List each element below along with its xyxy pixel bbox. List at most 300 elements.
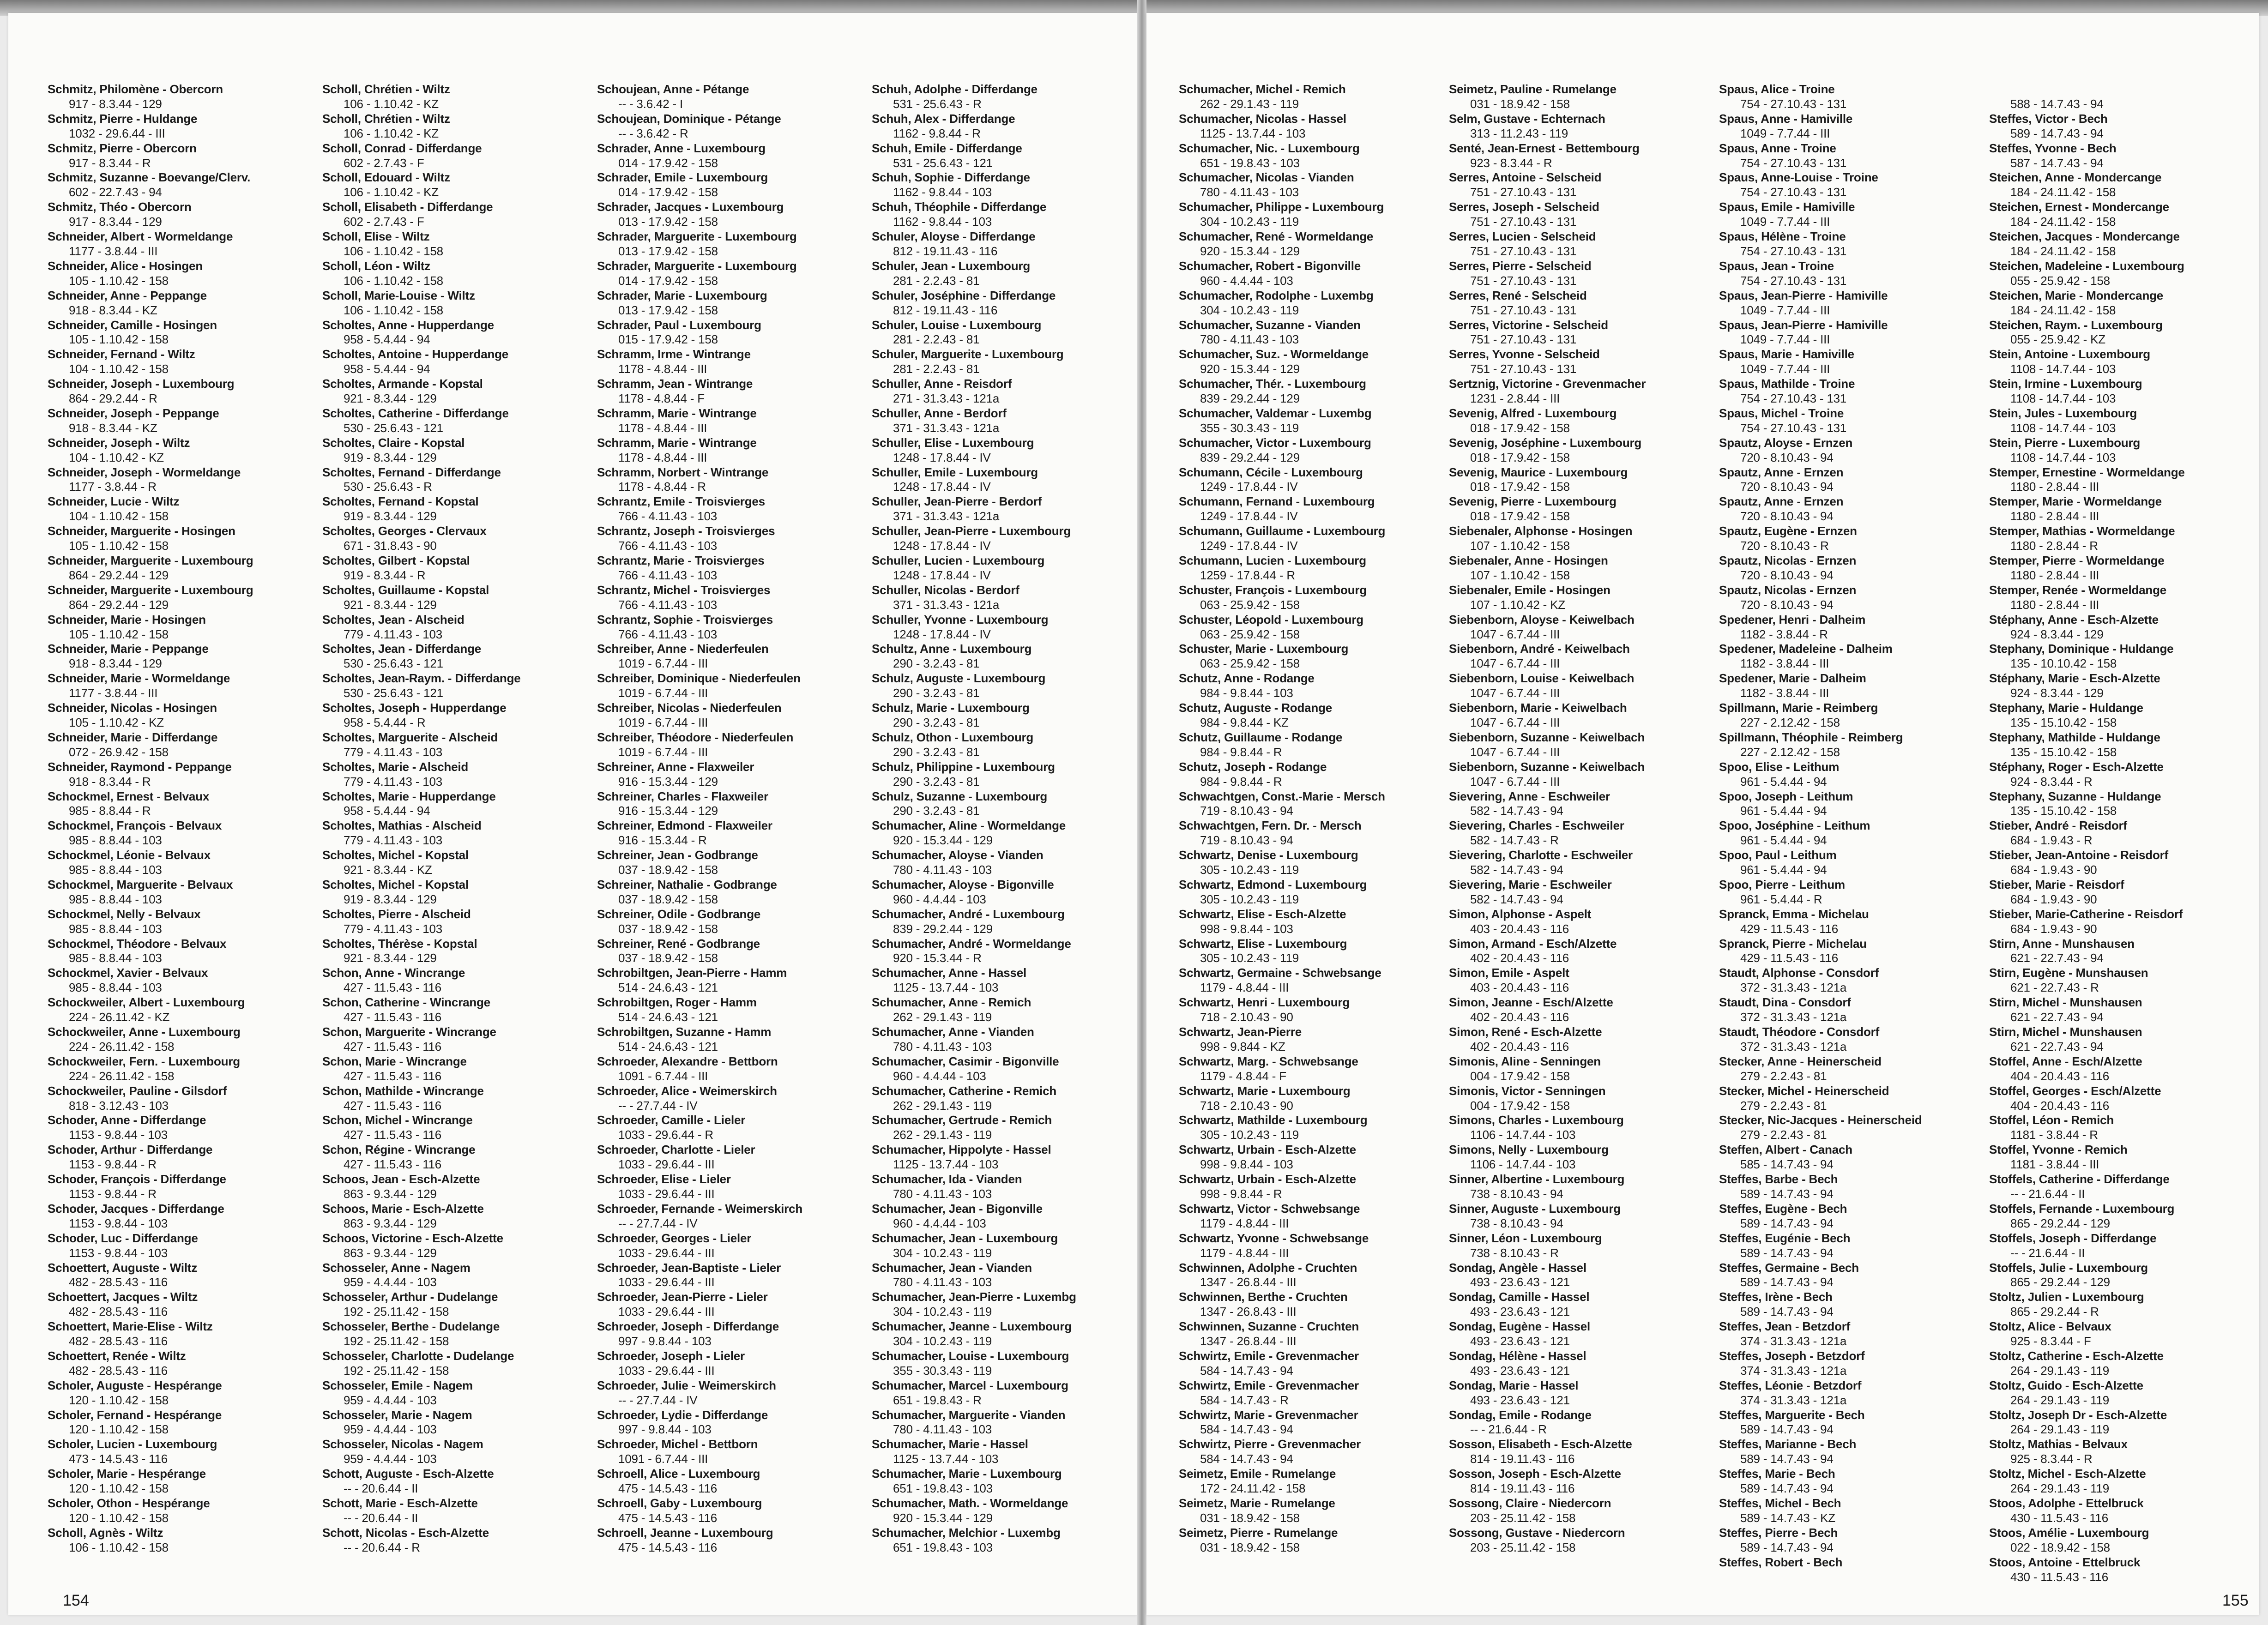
list-item (1179, 1526, 1442, 1555)
entry-details: 754 - 27.10.43 - 131 (1740, 185, 1847, 199)
list-item (1989, 1025, 2252, 1054)
list-item (872, 937, 1135, 966)
list-item (872, 259, 1135, 289)
list-item (1179, 1467, 1442, 1496)
entry-details: 779 - 4.11.43 - 103 (344, 921, 442, 936)
entry-details: 184 - 24.11.42 - 158 (2010, 185, 2116, 199)
entry-details: 589 - 14.7.43 - 94 (1740, 1481, 1834, 1496)
list-item (1719, 1349, 1982, 1378)
entry-details: 584 - 14.7.43 - 94 (1200, 1363, 1293, 1378)
entry-name: Schumacher, Casimir - Bigonville (872, 1054, 1059, 1068)
list-item (48, 1526, 311, 1555)
entry-details: 264 - 29.1.43 - 119 (2010, 1363, 2109, 1378)
entry-name: Schuster, Marie - Luxembourg (1179, 642, 1349, 656)
entry-name: Schroeder, Joseph - Lieler (597, 1348, 745, 1363)
entry-name: Schneider, Camille - Hosingen (48, 318, 217, 332)
entry-name: Schroeder, Fernande - Weimerskirch (597, 1201, 803, 1216)
list-item (872, 760, 1135, 789)
entry-details: 290 - 3.2.43 - 81 (893, 774, 980, 788)
list-item (1719, 701, 1982, 730)
list-item (1719, 878, 1982, 907)
entry-name: Schoettert, Marie-Elise - Wiltz (48, 1319, 213, 1334)
entry-name: Siebenborn, Aloyse - Keiwelbach (1449, 612, 1635, 626)
list-item (597, 1025, 860, 1054)
list-item (322, 1143, 585, 1172)
entry-name: Scholtes, Mathias - Alscheid (322, 819, 482, 833)
entry-details: 1177 - 3.8.44 - III (69, 686, 158, 700)
entry-details: 514 - 24.6.43 - 121 (618, 1010, 718, 1024)
entry-name: Steichen, Jacques - Mondercange (1989, 229, 2180, 244)
entry-name: Steffes, Jean - Betzdorf (1719, 1319, 1851, 1334)
entry-name: Schon, Michel - Wincrange (322, 1113, 473, 1127)
entry-name: Siebenborn, André - Keiwelbach (1449, 642, 1630, 656)
entry-details: 720 - 8.10.43 - 94 (1740, 509, 1834, 524)
list-item (48, 524, 311, 554)
column-4 (872, 82, 1135, 1555)
entry-details: 924 - 8.3.44 - R (2010, 774, 2093, 788)
entry-details: 589 - 14.7.43 - 94 (1740, 1452, 1834, 1466)
list-item (597, 1378, 860, 1408)
entry-name: Spautz, Anne - Ernzen (1719, 465, 1844, 479)
list-item (1989, 1496, 2252, 1526)
entry-details: 055 - 25.9.42 - 158 (2010, 273, 2110, 288)
list-item (1449, 1231, 1712, 1261)
entry-name: Stoffel, Yvonne - Remich (1989, 1143, 2128, 1157)
list-item (322, 347, 585, 377)
entry-details: 530 - 25.6.43 - 121 (344, 421, 443, 435)
entry-details: 135 - 15.10.42 - 158 (2010, 804, 2117, 818)
entry-details: 720 - 8.10.43 - 94 (1740, 597, 1834, 612)
list-item (597, 1143, 860, 1172)
entry-details: 1178 - 4.8.44 - F (618, 391, 705, 406)
list-item (1989, 613, 2252, 642)
entry-name: Spaus, Jean-Pierre - Hamiville (1719, 288, 1888, 302)
entry-name: Steffes, Joseph - Betzdorf (1719, 1348, 1865, 1363)
entry-details: 1108 - 14.7.44 - 103 (2010, 391, 2116, 406)
entry-name: Scholtes, Michel - Kopstal (322, 877, 469, 891)
list-item (1179, 318, 1442, 348)
entry-details: 751 - 27.10.43 - 131 (1470, 303, 1577, 317)
entry-name: Schroeder, Lydie - Differdange (597, 1408, 768, 1422)
entry-details: 014 - 17.9.42 - 158 (618, 273, 718, 288)
list-item (1719, 642, 1982, 671)
list-item (1719, 465, 1982, 495)
entry-name: Schoujean, Anne - Pétange (597, 82, 749, 96)
entry-name: Siebenaler, Alphonse - Hosingen (1449, 524, 1633, 538)
entry-name: Schneider, Marie - Hosingen (48, 612, 206, 626)
entry-name: Serres, René - Selscheid (1449, 288, 1587, 302)
list-item (1179, 1290, 1442, 1319)
list-item (1449, 701, 1712, 730)
list-item (322, 1261, 585, 1290)
entry-name: Siebenborn, Suzanne - Keiwelbach (1449, 759, 1645, 774)
list-item (597, 347, 860, 377)
entry-name: Steffes, Pierre - Bech (1719, 1525, 1838, 1540)
entry-name: Stéphany, Anne - Esch-Alzette (1989, 612, 2159, 626)
list-item (48, 377, 311, 406)
entry-details: 1180 - 2.8.44 - R (2010, 539, 2098, 553)
column-3 (597, 82, 860, 1555)
list-item (1179, 229, 1442, 259)
entry-name: Schmitz, Pierre - Huldange (48, 111, 198, 126)
entry-name: Sondag, Hélène - Hassel (1449, 1348, 1586, 1363)
entry-name: Stephany, Dominique - Huldange (1989, 642, 2174, 656)
list-item (872, 1261, 1135, 1290)
list-item (872, 1408, 1135, 1438)
list-item (1449, 82, 1712, 112)
entry-name: Steichen, Marie - Mondercange (1989, 288, 2164, 302)
entry-details: 924 - 8.3.44 - 129 (2010, 627, 2104, 641)
entry-details: 135 - 15.10.42 - 158 (2010, 715, 2117, 729)
entry-name: Stein, Jules - Luxembourg (1989, 406, 2137, 420)
list-item (597, 1408, 860, 1438)
list-item (48, 1231, 311, 1261)
entry-details: 106 - 1.10.42 - KZ (344, 96, 439, 111)
entry-details: 1178 - 4.8.44 - III (618, 362, 707, 376)
list-item (48, 82, 311, 112)
entry-name: Sievering, Marie - Eschweiler (1449, 877, 1612, 891)
list-item (1719, 1437, 1982, 1467)
entry-name: Schumacher, Marguerite - Vianden (872, 1408, 1066, 1422)
entry-details: 224 - 26.11.42 - 158 (69, 1039, 175, 1053)
entry-name: Scholtes, Jean - Alscheid (322, 612, 464, 626)
list-item (1449, 141, 1712, 171)
entry-name: Schrader, Emile - Luxembourg (597, 170, 768, 185)
list-item (322, 1437, 585, 1467)
entry-details: 372 - 31.3.43 - 121a (1740, 1039, 1847, 1053)
entry-details: 814 - 19.11.43 - 116 (1470, 1481, 1575, 1496)
entry-name: Scholtes, Jean-Raym. - Differdange (322, 671, 521, 686)
entry-details: 031 - 18.9.42 - 158 (1470, 96, 1570, 111)
entry-details: 371 - 31.3.43 - 121a (893, 509, 1000, 524)
entry-details: 917 - 8.3.44 - 129 (69, 96, 162, 111)
entry-name: Schneider, Joseph - Wiltz (48, 435, 190, 450)
entry-name: Schwartz, Yvonne - Schwebsange (1179, 1231, 1369, 1245)
list-item (322, 1290, 585, 1319)
list-item (1719, 1054, 1982, 1084)
list-item (1179, 966, 1442, 995)
entry-name: Schumacher, Suz. - Wormeldange (1179, 347, 1369, 361)
entry-name: Spaus, Marie - Hamiville (1719, 347, 1854, 361)
list-item (1449, 1378, 1712, 1408)
list-item (1719, 347, 1982, 377)
entry-details: 588 - 14.7.43 - 94 (2010, 96, 2104, 111)
list-item (48, 1437, 311, 1467)
entry-details: 037 - 18.9.42 - 158 (618, 892, 718, 906)
entry-details: 013 - 17.9.42 - 158 (618, 215, 718, 229)
entry-name: Stirn, Eugène - Munshausen (1989, 966, 2148, 980)
entry-details: 589 - 14.7.43 - 94 (1740, 1186, 1834, 1201)
entry-name: Spedener, Henri - Dalheim (1719, 612, 1866, 626)
entry-name: Schuller, Lucien - Luxembourg (872, 554, 1045, 567)
list-item (872, 1054, 1135, 1084)
entry-details: 514 - 24.6.43 - 121 (618, 1039, 718, 1053)
list-item (1449, 112, 1712, 141)
entry-details: 919 - 8.3.44 - 129 (344, 450, 437, 464)
entry-name: Schockmel, Xavier - Belvaux (48, 966, 208, 980)
list-item (597, 1113, 860, 1143)
entry-name: Serres, Yvonne - Selscheid (1449, 347, 1600, 361)
list-item (1989, 494, 2252, 524)
entry-details: 918 - 8.3.44 - KZ (69, 303, 157, 317)
entry-name: Serres, Joseph - Selscheid (1449, 200, 1599, 214)
list-item (322, 966, 585, 995)
entry-name: Stirn, Anne - Munshausen (1989, 936, 2135, 951)
list-item (597, 671, 860, 701)
list-item (1989, 1526, 2252, 1555)
entry-details: 135 - 15.10.42 - 158 (2010, 745, 2117, 759)
entry-details: 184 - 24.11.42 - 158 (2010, 215, 2116, 229)
entry-name: Sondag, Emile - Rodange (1449, 1408, 1592, 1422)
entry-name: Sondag, Angèle - Hassel (1449, 1260, 1586, 1275)
entry-name: Sinner, Auguste - Luxembourg (1449, 1201, 1621, 1216)
list-item (597, 878, 860, 907)
entry-details: 998 - 9.8.44 - R (1200, 1186, 1282, 1201)
entry-name: Schneider, Joseph - Peppange (48, 406, 219, 420)
entry-details: 1019 - 6.7.44 - III (618, 656, 708, 671)
entry-name: Stoltz, Michel - Esch-Alzette (1989, 1467, 2146, 1481)
entry-name: Stephany, Mathilde - Huldange (1989, 730, 2160, 744)
list-item (1719, 554, 1982, 583)
list-item (597, 1526, 860, 1555)
list-item (872, 377, 1135, 406)
list-item (597, 524, 860, 554)
entry-name: Schreiner, Charles - Flaxweiler (597, 789, 768, 803)
list-item (1719, 524, 1982, 554)
entry-name: Schon, Marie - Wincrange (322, 1054, 467, 1068)
entry-name: Schumacher, Jean - Bigonville (872, 1201, 1043, 1216)
list-item (1179, 848, 1442, 878)
entry-details: 839 - 29.2.44 - 129 (1200, 391, 1300, 406)
entry-name: Schrobiltgen, Suzanne - Hamm (597, 1025, 772, 1039)
entry-name: Schneider, Fernand - Wiltz (48, 347, 195, 361)
entry-details: -- - 3.6.42 - I (618, 96, 683, 111)
entry-details: 1047 - 6.7.44 - III (1470, 656, 1560, 671)
list-item (1179, 259, 1442, 289)
column-6 (1449, 82, 1712, 1555)
entry-details: 961 - 5.4.44 - 94 (1740, 774, 1827, 788)
entry-name: Schuster, François - Luxembourg (1179, 583, 1367, 597)
entry-details: 589 - 14.7.43 - KZ (1740, 1511, 1835, 1525)
entry-details: 1019 - 6.7.44 - III (618, 686, 708, 700)
entry-details: 404 - 20.4.43 - 116 (2010, 1098, 2109, 1113)
list-item (322, 583, 585, 613)
entry-details: 402 - 20.4.43 - 116 (1470, 1010, 1569, 1024)
list-item (48, 819, 311, 848)
list-item (872, 1526, 1135, 1555)
entry-name: Scholl, Marie-Louise - Wiltz (322, 288, 475, 302)
list-item (1989, 554, 2252, 583)
entry-name: Stoffels, Julie - Luxembourg (1989, 1260, 2148, 1275)
entry-details: 959 - 4.4.44 - 103 (344, 1275, 437, 1289)
list-item (872, 494, 1135, 524)
entry-name: Steffes, Barbe - Bech (1719, 1172, 1838, 1186)
entry-name: Schwinnen, Suzanne - Cruchten (1179, 1319, 1359, 1334)
list-item (1989, 1143, 2252, 1172)
entry-details: 192 - 25.11.42 - 158 (344, 1305, 449, 1319)
entry-details: 1047 - 6.7.44 - III (1470, 627, 1560, 641)
entry-name: Schuler, Joséphine - Differdange (872, 288, 1056, 302)
entry-name: Schroell, Jeanne - Luxembourg (597, 1525, 773, 1540)
entry-name: Schmitz, Suzanne - Boevange/Clerv. (48, 170, 251, 185)
entry-name: Schneider, Anne - Peppange (48, 288, 207, 302)
entry-details: 766 - 4.11.43 - 103 (618, 568, 717, 582)
list-item (1449, 259, 1712, 289)
list-item (48, 229, 311, 259)
entry-name: Schwirtz, Marie - Grevenmacher (1179, 1408, 1358, 1422)
list-item (1449, 1496, 1712, 1526)
list-item (1449, 1467, 1712, 1496)
entry-details: 1125 - 13.7.44 - 103 (893, 1452, 999, 1466)
entry-name: Spautz, Eugène - Ernzen (1719, 524, 1857, 538)
entry-details: 589 - 14.7.43 - 94 (1740, 1275, 1834, 1289)
entry-details: 1177 - 3.8.44 - R (69, 480, 157, 494)
list-item (1179, 671, 1442, 701)
list-item (1179, 82, 1442, 112)
list-item (322, 259, 585, 289)
list-item (1179, 789, 1442, 819)
list-item (1449, 1526, 1712, 1555)
entry-details: 917 - 8.3.44 - R (69, 156, 151, 170)
entry-details: 014 - 17.9.42 - 158 (618, 185, 718, 199)
entry-details: 920 - 15.3.44 - 129 (1200, 244, 1300, 258)
list-item (1449, 613, 1712, 642)
entry-details: 473 - 14.5.43 - 116 (69, 1452, 168, 1466)
list-item (872, 436, 1135, 465)
entry-details: 1049 - 7.7.44 - III (1740, 126, 1830, 140)
list-item (1719, 966, 1982, 995)
list-item (1449, 494, 1712, 524)
list-item (322, 613, 585, 642)
list-item (1179, 377, 1442, 406)
list-item (1179, 112, 1442, 141)
list-item (48, 583, 311, 613)
entry-details: 429 - 11.5.43 - 116 (1740, 951, 1839, 965)
entry-details: 863 - 9.3.44 - 129 (344, 1186, 437, 1201)
entry-name: Schoos, Victorine - Esch-Alzette (322, 1231, 503, 1245)
entry-name: Selm, Gustave - Echternach (1449, 111, 1605, 126)
entry-details: 684 - 1.9.43 - 90 (2010, 892, 2097, 906)
list-item (322, 878, 585, 907)
entry-name: Stemper, Ernestine - Wormeldange (1989, 465, 2185, 479)
list-item (872, 524, 1135, 554)
entry-details: 1047 - 6.7.44 - III (1470, 745, 1560, 759)
list-item (1989, 347, 2252, 377)
list-item (48, 406, 311, 436)
list-item (1179, 1349, 1442, 1378)
list-item (1989, 1113, 2252, 1143)
entry-name: Stemper, Renée - Wormeldange (1989, 583, 2167, 597)
list-item (1179, 730, 1442, 760)
entry-name: Stoltz, Guido - Esch-Alzette (1989, 1378, 2143, 1392)
entry-name: Stein, Antoine - Luxembourg (1989, 347, 2150, 361)
entry-details: 475 - 14.5.43 - 116 (618, 1511, 717, 1525)
list-item (1449, 1202, 1712, 1231)
list-item (1719, 730, 1982, 760)
list-item (1989, 82, 2252, 112)
entry-name: Sevenig, Maurice - Luxembourg (1449, 465, 1628, 479)
list-item (1179, 1025, 1442, 1054)
list-item (1989, 141, 2252, 171)
entry-name: Sosson, Elisabeth - Esch-Alzette (1449, 1437, 1632, 1451)
entry-name: Steffes, Marianne - Bech (1719, 1437, 1857, 1451)
entry-name: Scholtes, Antoine - Hupperdange (322, 347, 509, 361)
entry-name: Schumacher, Jean - Luxembourg (872, 1231, 1058, 1245)
entry-details: 262 - 29.1.43 - 119 (893, 1098, 992, 1113)
entry-details: 1019 - 6.7.44 - III (618, 745, 708, 759)
list-item (1179, 1172, 1442, 1202)
list-item (1989, 406, 2252, 436)
list-item (48, 1172, 311, 1202)
list-item (1719, 1378, 1982, 1408)
entry-name: Scholtes, Claire - Kopstal (322, 435, 465, 450)
list-item (1179, 1143, 1442, 1172)
list-item (597, 937, 860, 966)
list-item (322, 789, 585, 819)
entry-name: Stemper, Mathias - Wormeldange (1989, 524, 2175, 538)
list-item (597, 1349, 860, 1378)
entry-name: Schosseler, Marie - Nagem (322, 1408, 472, 1422)
entry-details: 984 - 9.8.44 - R (1200, 774, 1282, 788)
entry-details: 720 - 8.10.43 - 94 (1740, 450, 1834, 464)
entry-name: Schneider, Joseph - Wormeldange (48, 465, 241, 479)
list-item (1179, 1113, 1442, 1143)
entry-name: Schoettert, Jacques - Wiltz (48, 1290, 198, 1304)
entry-details: 514 - 24.6.43 - 121 (618, 981, 718, 995)
entry-name: Scholtes, Marguerite - Alscheid (322, 730, 498, 744)
entry-name: Steichen, Raym. - Luxembourg (1989, 318, 2163, 332)
list-item (48, 436, 311, 465)
list-item (1179, 141, 1442, 171)
entry-name: Serres, Victorine - Selscheid (1449, 318, 1608, 332)
entry-name: Seimetz, Pierre - Rumelange (1179, 1525, 1338, 1540)
list-item (1449, 1113, 1712, 1143)
entry-name: Steffes, Eugène - Bech (1719, 1201, 1847, 1216)
list-item (597, 1496, 860, 1526)
entry-details: 227 - 2.12.42 - 158 (1740, 715, 1840, 729)
entry-details: 865 - 29.2.44 - R (2010, 1305, 2099, 1319)
entry-name: Scholtes, Gilbert - Kopstal (322, 554, 470, 567)
entry-name: Staudt, Alphonse - Consdorf (1719, 966, 1879, 980)
list-item (1989, 1084, 2252, 1113)
list-item (48, 730, 311, 760)
list-item (1449, 1408, 1712, 1438)
column-8 (1989, 82, 2252, 1584)
list-item (1989, 701, 2252, 730)
list-item (48, 878, 311, 907)
entry-name: Schuh, Emile - Differdange (872, 141, 1022, 155)
entry-details: 923 - 8.3.44 - R (1470, 156, 1552, 170)
entry-name: Schwirtz, Emile - Grevenmacher (1179, 1348, 1359, 1363)
list-item (1989, 878, 2252, 907)
list-item (1719, 112, 1982, 141)
entry-name: Schreiner, Nathalie - Godbrange (597, 877, 777, 891)
list-item (1989, 730, 2252, 760)
entry-details: -- - 27.7.44 - IV (618, 1098, 698, 1113)
entry-details: 921 - 8.3.44 - KZ (344, 863, 432, 877)
entry-details: 1249 - 17.8.44 - IV (1200, 509, 1298, 524)
entry-details: 013 - 17.9.42 - 158 (618, 303, 718, 317)
list-item (872, 966, 1135, 995)
page-number: 155 (2222, 1592, 2249, 1609)
entry-name: Schuler, Marguerite - Luxembourg (872, 347, 1064, 361)
entry-details: 959 - 4.4.44 - 103 (344, 1393, 437, 1407)
entry-details: 1049 - 7.7.44 - III (1740, 215, 1830, 229)
list-item (597, 465, 860, 495)
list-item (597, 583, 860, 613)
list-item (872, 1084, 1135, 1113)
entry-name: Schneider, Lucie - Wiltz (48, 494, 180, 509)
